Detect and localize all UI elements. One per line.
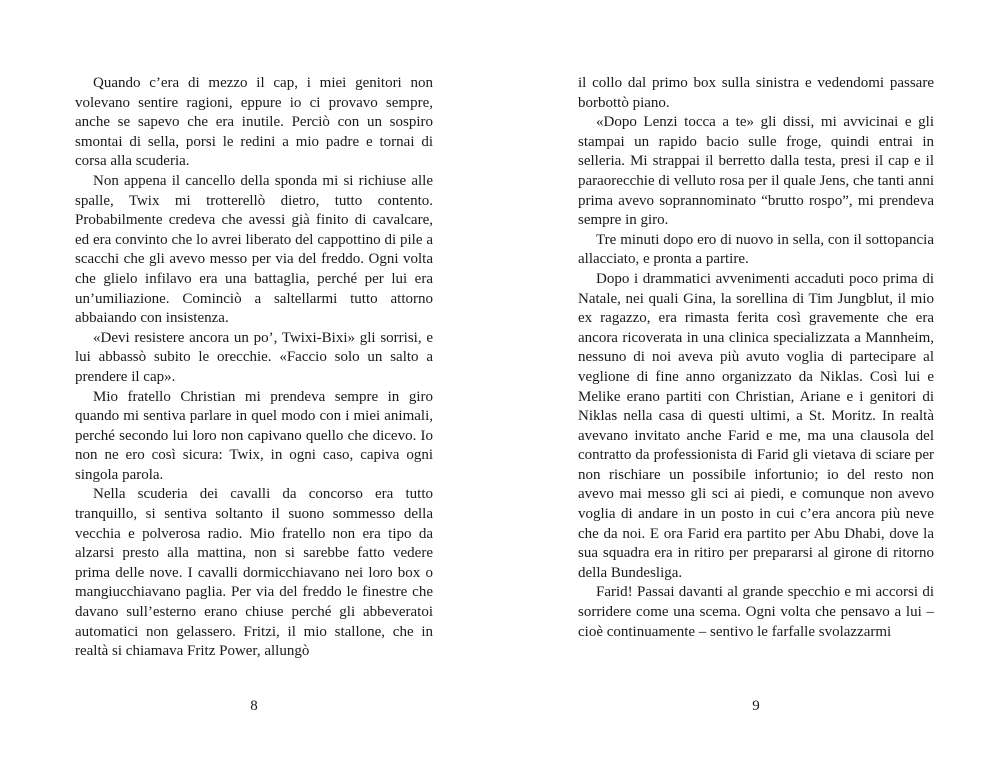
left-page-text: [75, 74, 433, 662]
right-page-number: 9: [752, 698, 760, 714]
paragraph: Tre minuti dopo ero di nuovo in sella, con il sottopancia allacciato, e pronta a partire.: [578, 231, 934, 268]
left-page-number: 8: [250, 698, 258, 714]
paragraph: Mio fratello Christian mi prendeva sempre in giro quando mi sentiva parlare in quel modo con i miei animali, perché secondo lui loro non capivano quello che dicevo. Io non ne ero così sicura: Twix, in ogni caso, capiva ogni singola parola.: [75, 388, 433, 483]
paragraph: «Dopo Lenzi tocca a te» gli dissi, mi avvicinai e gli stampai un rapido bacio sulle froge, quindi entrai in selleria. Mi strappai il berretto dalla testa, presi il cap e il paraorecchie di velluto rosa per il quale Jens, che tanti anni prima avevo soprannominato “brutto rospo”, mi prendeva sempre in giro.: [578, 114, 934, 229]
paragraph: Farid! Passai davanti al grande specchio e mi accorsi di sorridere come una scema. Ogni volta che pensavo a lui – cioè continuamente – sentivo le farfalle svolazzarmi: [578, 584, 934, 640]
paragraph: Nella scuderia dei cavalli da concorso era tutto tranquillo, si sentiva soltanto il suono sommesso della vecchia e polverosa radio. Mio fratello non era tipo da alzarsi presto alla mattina, non si sarebbe fatto vedere prima delle nove. I cavalli dormicchiavano nei loro box o mangiucchiavano paglia. Per via del freddo le finestre che davano sull’esterno erano chiuse perché gli abbeveratoi automatici non gelassero. Fritzi, il mio stallone, che in realtà si chiamava Fritz Power, allungò: [75, 486, 433, 660]
paragraph: Non appena il cancello della sponda mi si richiuse alle spalle, Twix mi trotterellò dietro, tutto contento. Probabilmente credeva che avessi già finito di cavalcare, ed era convinto che lo avrei liberato del cappottino di pile a scacchi che gli avevo messo per via del freddo. Ogni volta che glielo infilavo era una battaglia, perché per lui era un’umiliazione. Cominciò a saltellarmi tutto attorno abbaiando con insistenza.: [75, 172, 433, 327]
paragraph: Dopo i drammatici avvenimenti accaduti poco prima di Natale, nei quali Gina, la sorellina di Tim Jungblut, il mio ex ragazzo, era rimasta ferita così gravemente che era ancora ricoverata in una clinica specializzata a Mannheim, nessuno di noi aveva più avuto voglia di partecipare al veglione di fine anno organizzato da Niklas. Così lui e Melike erano partiti con Christian, Ariane e i genitori di Niklas nella casa di questi ultimi, a St. Moritz. In realtà avevano invitato anche Farid e me, ma una clausola del contratto da professionista di Farid gli vietava di sciare per non rischiare un possibile infortunio; io del resto non avevo mai messo gli sci ai piedi, e comunque non avevo voglia di andare in un posto in cui c’era ancora più neve che da noi. E ora Farid era partito per Abu Dhabi, dove la sua squadra era in ritiro per prepararsi al girone di ritorno della Bundesliga.: [578, 270, 934, 581]
paragraph: «Devi resistere ancora un po’, Twixi-Bixi» gli sorrisi, e lui abbassò subito le orecchie. «Faccio solo un salto a prendere il cap».: [75, 329, 433, 385]
paragraph-continuation: il collo dal primo box sulla sinistra e vedendomi passare borbottò piano.: [578, 75, 934, 111]
right-page-text: [578, 74, 934, 642]
paragraph: Quando c’era di mezzo il cap, i miei genitori non volevano sentire ragioni, eppure io ci provavo sempre, anche se sapevo che era inutile. Perciò con un sospiro smontai di sella, porsi le redini a mio padre e tornai di corsa alla scuderia.: [75, 75, 433, 170]
